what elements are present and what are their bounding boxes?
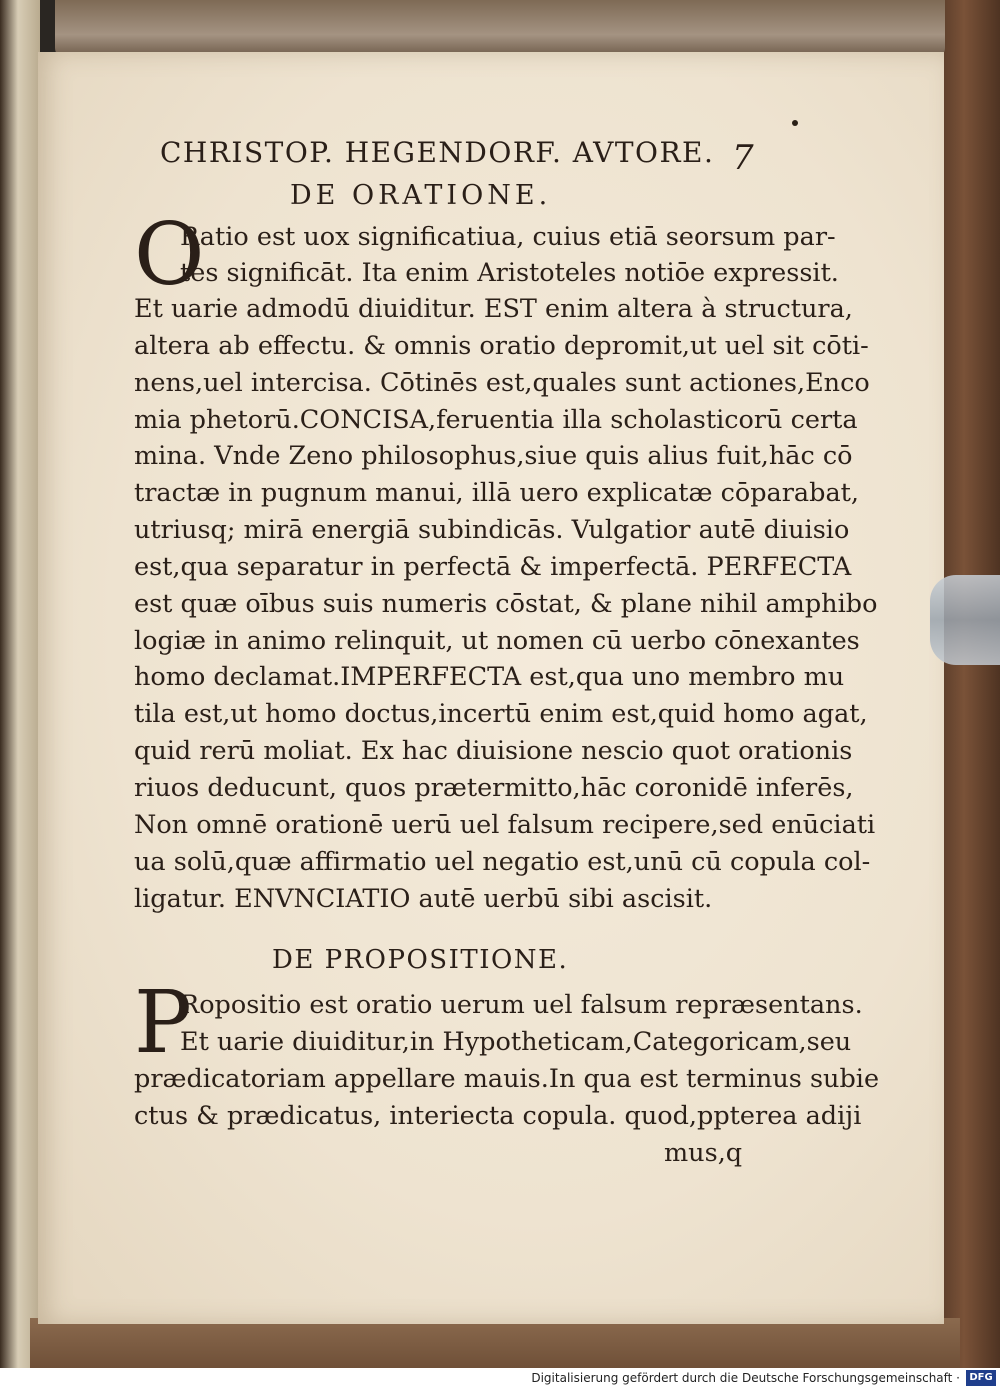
text-line: altera ab effectu. & omnis oratio depromit,ut uel sit cōti-: [134, 331, 869, 361]
drop-cap-p: P: [134, 973, 192, 1073]
text-line: Ropositio est oratio uerum uel falsum repræsentans.: [180, 990, 863, 1020]
text-line: ligatur. ENVNCIATIO autē uerbū sibi ascisit.: [134, 884, 713, 914]
page-number: 7: [732, 138, 754, 178]
text-line: utriusq; mirā energiā subindicās. Vulgatior autē diuisio: [134, 515, 850, 545]
text-line: tila est,ut homo doctus,incertū enim est,quid homo agat,: [134, 699, 868, 729]
text-line: mia phetorū.CONCISA,feruentia illa scholasticorū certa: [134, 405, 858, 435]
text-line: est quæ oībus suis numeris cōstat, & plane nihil amphibo: [134, 589, 878, 619]
text-line: Et uarie diuiditur,in Hypotheticam,Categoricam,seu: [180, 1027, 852, 1057]
text-line: Non omnē orationē uerū uel falsum recipere,sed enūciati: [134, 810, 876, 840]
section-heading-oratione: DE ORATIONE.: [290, 180, 552, 211]
text-line: Et uarie admodū diuiditur. EST enim altera à structura,: [134, 294, 853, 324]
text-line: quid rerū moliat. Ex hac diuisione nescio quot orationis: [134, 736, 853, 766]
drop-cap-o: O: [134, 205, 205, 305]
text-line: tractæ in pugnum manui, illā uero explicatæ cōparabat,: [134, 478, 860, 508]
catchword: mus,q: [664, 1138, 743, 1168]
text-line: Ratio est uox significatiua, cuius etiā seorsum par-: [180, 222, 836, 252]
ink-dot: [792, 120, 798, 126]
text-line: nens,uel intercisa. Cōtinēs est,quales sunt actiones,Enco: [134, 368, 870, 398]
section-heading-propositione: DE PROPOSITIONE.: [272, 945, 569, 975]
funding-credit: Digitalisierung gefördert durch die Deutsche Forschungsgemeinschaft ·: [531, 1371, 960, 1385]
book-top-edge: [55, 0, 945, 58]
book-bottom-edge: [30, 1318, 960, 1368]
text-line: mina. Vnde Zeno philosophus,siue quis alius fuit,hāc cō: [134, 441, 853, 471]
text-line: est,qua separatur in perfectā & imperfectā. PERFECTA: [134, 552, 852, 582]
text-line: riuos deducunt, quos prætermitto,hāc coronidē inferēs,: [134, 773, 854, 803]
page-clip: [930, 575, 1000, 665]
text-line: homo declamat.IMPERFECTA est,qua uno membro mu: [134, 662, 845, 692]
text-line: ua solū,quæ affirmatio uel negatio est,unū cū copula col-: [134, 847, 871, 877]
text-line: tes significāt. Ita enim Aristoteles notiōe expressit.: [180, 258, 839, 288]
book-spine-left: [0, 0, 40, 1368]
running-title: CHRISTOP. HEGENDORF. AVTORE.: [160, 136, 715, 169]
dfg-logo: DFG: [966, 1370, 996, 1386]
book-cover-edge: [940, 0, 1000, 1368]
text-line: ctus & prædicatus, interiecta copula. quod,ppterea adiji: [134, 1101, 862, 1131]
footer-bar: [0, 1368, 1000, 1389]
text-line: logiæ in animo relinquit, ut nomen cū uerbo cōnexantes: [134, 626, 860, 656]
text-line: prædicatoriam appellare mauis.In qua est terminus subie: [134, 1064, 880, 1094]
